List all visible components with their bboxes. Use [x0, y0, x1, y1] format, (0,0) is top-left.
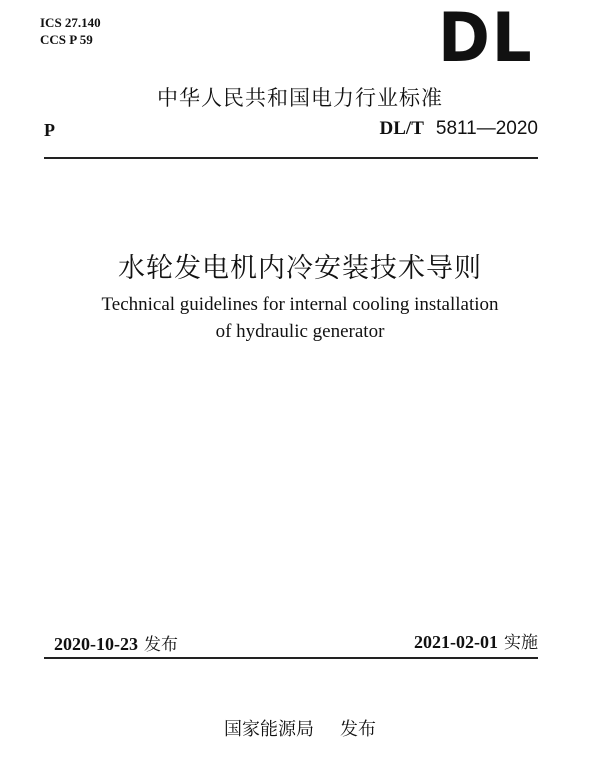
- standard-number: [380, 118, 538, 140]
- standard-category: 中华人民共和国电力行业标准: [157, 86, 443, 110]
- implement-label: 实施: [504, 633, 538, 653]
- publish-label: 发布: [144, 635, 178, 655]
- classification-letter: P: [44, 120, 55, 140]
- issuer-action: 发布: [340, 719, 376, 740]
- top-divider: [44, 157, 538, 159]
- implement-date: 2021-02-01: [414, 632, 498, 652]
- title-chinese: 水轮发电机内冷安装技术导则: [118, 253, 482, 284]
- issuer-line: [0, 715, 600, 741]
- standard-number-value: 5811—2020: [435, 118, 538, 139]
- classification-codes: [40, 14, 101, 48]
- issuer-name: 国家能源局: [224, 719, 314, 740]
- standard-number-prefix: DL/T: [379, 118, 424, 139]
- implement-date-block: [414, 628, 538, 653]
- ccs-code: CCS P 59: [40, 32, 93, 47]
- publish-date-block: [54, 630, 178, 655]
- ics-code: ICS 27.140: [40, 15, 101, 30]
- publish-date: 2020-10-23: [54, 634, 138, 654]
- title-english-line1: Technical guidelines for internal cooling installation: [101, 294, 499, 315]
- title-english-line2: of hydraulic generator: [215, 321, 385, 342]
- bottom-divider: [44, 657, 538, 659]
- title-english: [0, 291, 600, 345]
- dl-logo: DL: [438, 0, 534, 78]
